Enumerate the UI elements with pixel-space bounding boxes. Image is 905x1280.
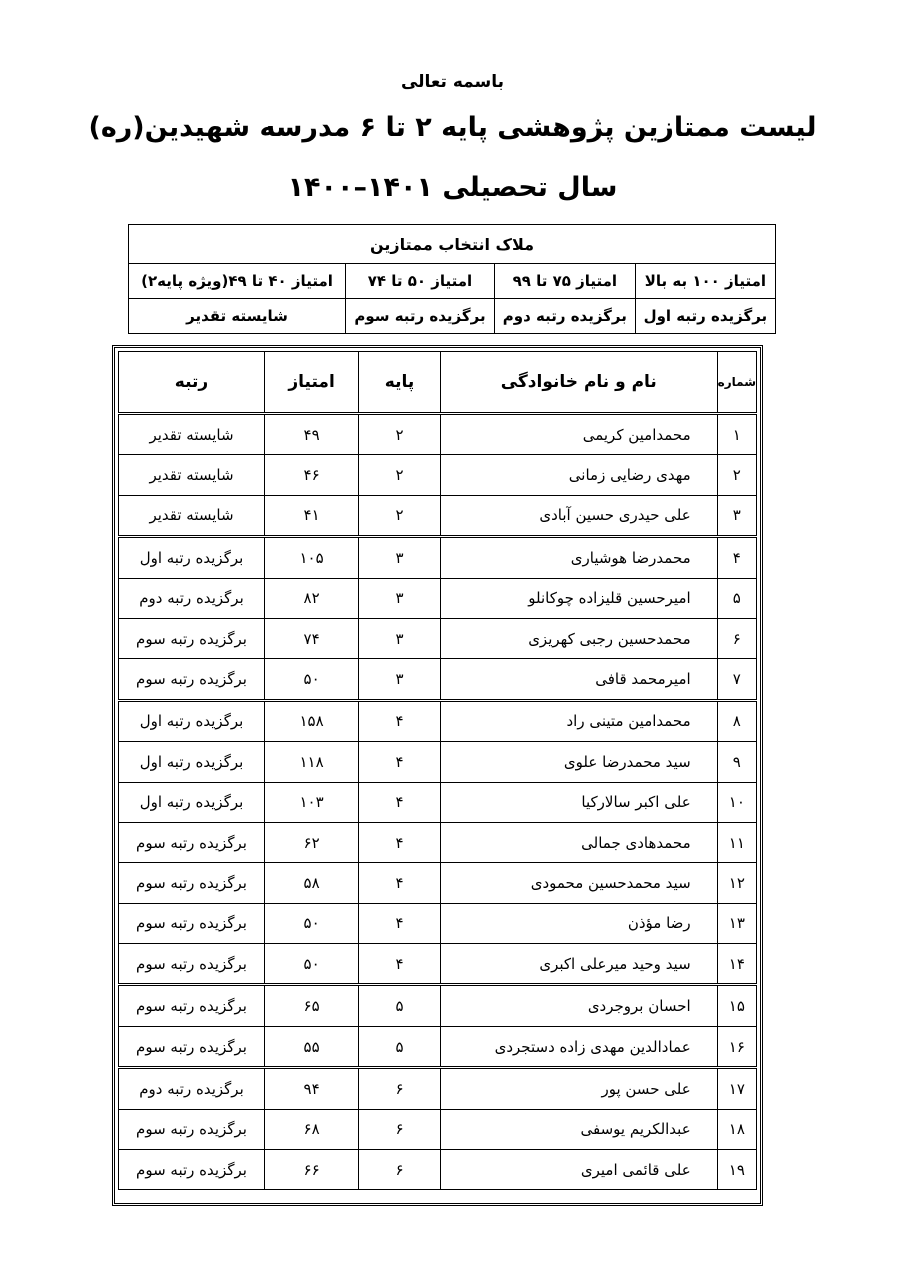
row-rank: برگزیده رتبه سوم <box>119 985 265 1026</box>
row-grade: ۶ <box>359 1109 441 1149</box>
table-row <box>119 700 757 741</box>
page-subtitle: سال تحصیلی ۱۴۰۱–۱۴۰۰ <box>287 172 618 203</box>
row-score: ۶۲ <box>265 822 359 862</box>
row-rank: برگزیده رتبه سوم <box>119 659 265 700</box>
row-score: ۱۵۸ <box>265 700 359 741</box>
table-row <box>119 985 757 1026</box>
row-rank: برگزیده رتبه اول <box>119 782 265 822</box>
row-score: ۱۰۵ <box>265 537 359 578</box>
row-grade: ۶ <box>359 1150 441 1190</box>
row-grade: ۳ <box>359 578 441 618</box>
row-number: ۱۱ <box>717 822 756 862</box>
row-rank: برگزیده رتبه دوم <box>119 578 265 618</box>
row-name: علی حسن پور <box>440 1068 717 1109</box>
row-name: سید محمدرضا علوی <box>440 742 717 782</box>
row-name: محمدامین کریمی <box>440 414 717 455</box>
row-name: محمدامین متینی راد <box>440 700 717 741</box>
table-row <box>119 1026 757 1067</box>
row-score: ۱۱۸ <box>265 742 359 782</box>
row-name: رضا مؤذن <box>440 903 717 943</box>
row-score: ۹۴ <box>265 1068 359 1109</box>
row-name: محمدرضا هوشیاری <box>440 537 717 578</box>
header-grade: پایه <box>359 352 441 414</box>
row-score: ۷۴ <box>265 618 359 658</box>
row-score: ۸۲ <box>265 578 359 618</box>
row-number: ۱۸ <box>717 1109 756 1149</box>
row-rank: برگزیده رتبه سوم <box>119 944 265 985</box>
row-name: محمدهادی جمالی <box>440 822 717 862</box>
criteria-heading: ملاک انتخاب ممتازین <box>129 225 776 264</box>
row-grade: ۳ <box>359 537 441 578</box>
row-grade: ۲ <box>359 414 441 455</box>
table-row <box>119 863 757 903</box>
row-number: ۶ <box>717 618 756 658</box>
row-number: ۵ <box>717 578 756 618</box>
table-row <box>119 822 757 862</box>
row-grade: ۴ <box>359 944 441 985</box>
row-number: ۱۳ <box>717 903 756 943</box>
row-grade: ۴ <box>359 903 441 943</box>
row-score: ۵۰ <box>265 944 359 985</box>
page-title: لیست ممتازین پژوهشی پایه ۲ تا ۶ مدرسه شهیدین(ره) <box>88 112 817 143</box>
table-row <box>119 742 757 782</box>
row-name: امیرحسین قلیزاده چوکانلو <box>440 578 717 618</box>
row-grade: ۵ <box>359 1026 441 1067</box>
bismillah-heading: باسمه تعالی <box>400 72 505 92</box>
row-name: علی قائمی امیری <box>440 1150 717 1190</box>
row-rank: برگزیده رتبه سوم <box>119 1026 265 1067</box>
row-number: ۱ <box>717 414 756 455</box>
row-grade: ۴ <box>359 700 441 741</box>
table-row <box>119 1150 757 1190</box>
row-rank: برگزیده رتبه سوم <box>119 1150 265 1190</box>
row-score: ۵۰ <box>265 659 359 700</box>
criteria-range: امتیاز ۵۰ تا ۷۴ <box>346 264 495 299</box>
row-rank: برگزیده رتبه سوم <box>119 822 265 862</box>
criteria-range: امتیاز ۷۵ تا ۹۹ <box>494 264 635 299</box>
table-row <box>119 1068 757 1109</box>
table-row <box>119 495 757 536</box>
criteria-rank: برگزیده رتبه دوم <box>494 299 635 334</box>
row-grade: ۲ <box>359 455 441 495</box>
criteria-rank: برگزیده رتبه سوم <box>346 299 495 334</box>
row-name: امیرمحمد قافی <box>440 659 717 700</box>
row-score: ۴۱ <box>265 495 359 536</box>
results-table <box>118 351 757 1190</box>
row-grade: ۴ <box>359 782 441 822</box>
row-rank: شایسته تقدیر <box>119 495 265 536</box>
row-score: ۵۸ <box>265 863 359 903</box>
row-rank: برگزیده رتبه اول <box>119 742 265 782</box>
row-score: ۶۸ <box>265 1109 359 1149</box>
row-name: سید محمدحسین محمودی <box>440 863 717 903</box>
header-rank: رتبه <box>119 352 265 414</box>
row-grade: ۵ <box>359 985 441 1026</box>
row-rank: برگزیده رتبه سوم <box>119 903 265 943</box>
row-grade: ۳ <box>359 659 441 700</box>
header-name: نام و نام خانوادگی <box>440 352 717 414</box>
criteria-range: امتیاز ۴۰ تا ۴۹(ویژه پایه۲) <box>129 264 346 299</box>
row-grade: ۴ <box>359 742 441 782</box>
row-grade: ۴ <box>359 863 441 903</box>
row-rank: برگزیده رتبه سوم <box>119 863 265 903</box>
row-number: ۱۵ <box>717 985 756 1026</box>
row-name: احسان بروجردی <box>440 985 717 1026</box>
row-score: ۴۶ <box>265 455 359 495</box>
criteria-range: امتیاز ۱۰۰ به بالا <box>635 264 775 299</box>
row-number: ۸ <box>717 700 756 741</box>
row-score: ۵۰ <box>265 903 359 943</box>
row-rank: برگزیده رتبه سوم <box>119 618 265 658</box>
row-score: ۶۵ <box>265 985 359 1026</box>
row-rank: برگزیده رتبه سوم <box>119 1109 265 1149</box>
row-score: ۴۹ <box>265 414 359 455</box>
table-row <box>119 618 757 658</box>
table-row <box>119 944 757 985</box>
row-score: ۵۵ <box>265 1026 359 1067</box>
criteria-rank: برگزیده رتبه اول <box>635 299 775 334</box>
row-number: ۱۰ <box>717 782 756 822</box>
table-header-row <box>119 352 757 414</box>
row-rank: برگزیده رتبه اول <box>119 700 265 741</box>
table-row <box>119 455 757 495</box>
table-row <box>119 1109 757 1149</box>
row-rank: شایسته تقدیر <box>119 455 265 495</box>
row-grade: ۴ <box>359 822 441 862</box>
row-number: ۱۶ <box>717 1026 756 1067</box>
header-score: امتیاز <box>265 352 359 414</box>
row-number: ۳ <box>717 495 756 536</box>
row-name: محمدحسین رجبی کهریزی <box>440 618 717 658</box>
header-number: شماره <box>717 352 756 414</box>
table-row <box>119 537 757 578</box>
criteria-rank: شایسته تقدیر <box>129 299 346 334</box>
row-number: ۴ <box>717 537 756 578</box>
row-number: ۱۲ <box>717 863 756 903</box>
row-score: ۱۰۳ <box>265 782 359 822</box>
row-grade: ۶ <box>359 1068 441 1109</box>
criteria-table <box>128 224 776 334</box>
row-name: علی حیدری حسین آبادی <box>440 495 717 536</box>
table-row <box>119 659 757 700</box>
row-name: سید وحید میرعلی اکبری <box>440 944 717 985</box>
table-row <box>119 414 757 455</box>
row-name: مهدی رضایی زمانی <box>440 455 717 495</box>
row-rank: برگزیده رتبه دوم <box>119 1068 265 1109</box>
row-name: عبدالکریم یوسفی <box>440 1109 717 1149</box>
row-number: ۱۷ <box>717 1068 756 1109</box>
row-grade: ۳ <box>359 618 441 658</box>
row-rank: شایسته تقدیر <box>119 414 265 455</box>
row-number: ۱۴ <box>717 944 756 985</box>
row-score: ۶۶ <box>265 1150 359 1190</box>
row-name: عمادالدین مهدی زاده دستجردی <box>440 1026 717 1067</box>
row-number: ۲ <box>717 455 756 495</box>
row-rank: برگزیده رتبه اول <box>119 537 265 578</box>
row-number: ۱۹ <box>717 1150 756 1190</box>
table-row <box>119 578 757 618</box>
row-number: ۷ <box>717 659 756 700</box>
row-grade: ۲ <box>359 495 441 536</box>
table-row <box>119 903 757 943</box>
table-row <box>119 782 757 822</box>
row-number: ۹ <box>717 742 756 782</box>
row-name: علی اکبر سالارکیا <box>440 782 717 822</box>
